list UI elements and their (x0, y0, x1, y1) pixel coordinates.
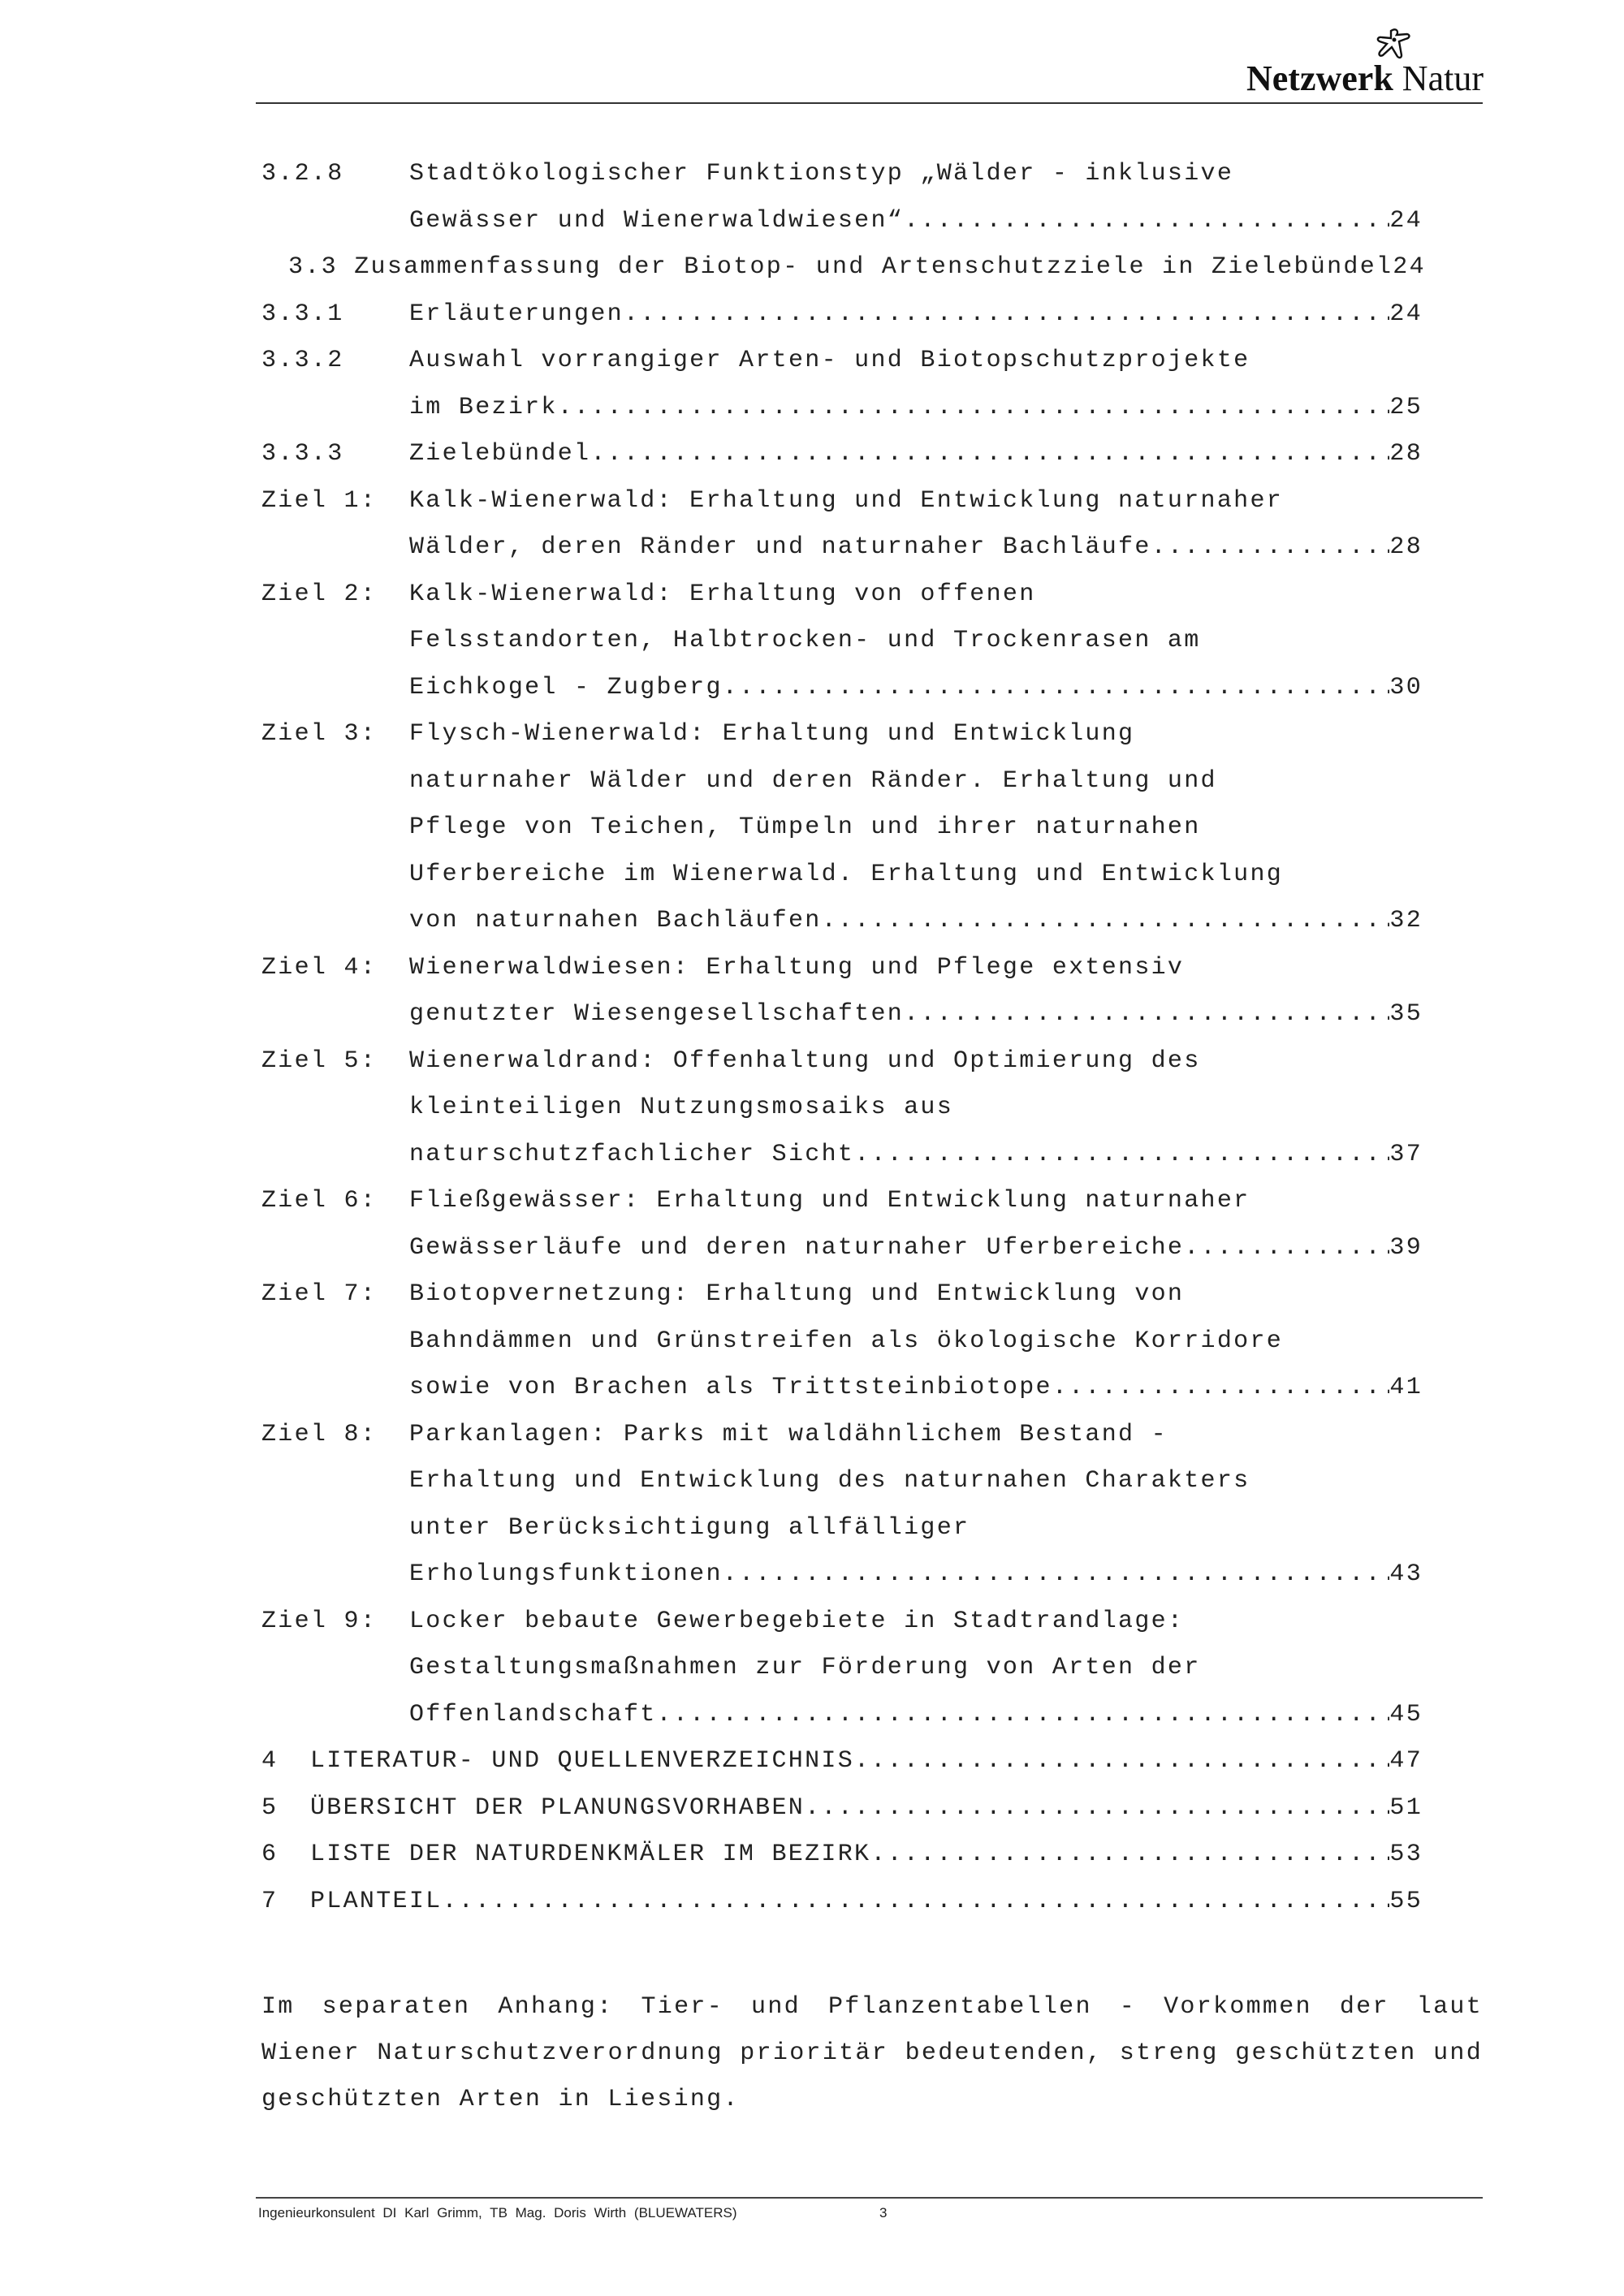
toc-entry-text: kleinteiligen Nutzungsmosaiks aus (409, 1094, 953, 1121)
toc-entry-number (261, 618, 409, 665)
footer-text: Ingenieurkonsulent DI Karl Grimm, TB Mag. Doris Wirth (BLUEWATERS) (258, 2205, 737, 2220)
toc-entry[interactable] (261, 1318, 1423, 1366)
toc-entry-page: 55 (1389, 1887, 1423, 1915)
toc-entry-number: 3.3.2 (261, 347, 344, 374)
toc-entry-number (261, 1225, 409, 1272)
toc-entry-page: 43 (1389, 1560, 1423, 1588)
toc-entry-number (261, 1085, 409, 1132)
toc-entry-line (409, 805, 1423, 852)
logo-bold: Netzwerk (1246, 58, 1393, 98)
toc-entry-number: 5 (261, 1793, 279, 1822)
toc-entry-number: 3.3.3 (261, 440, 344, 468)
toc-entry-number: Ziel 4: (261, 953, 378, 982)
toc-entry-line (409, 1458, 1423, 1505)
toc-entry-text: PLANTEIL (310, 1887, 443, 1915)
dot-leader (723, 1552, 1390, 1599)
toc-entry-number (261, 1692, 409, 1739)
dot-leader (1052, 1365, 1390, 1412)
toc-entry-text: im Bezirk (409, 393, 558, 421)
toc-entry-text: Parkanlagen: Parks mit waldähnlichem Bestand - (409, 1420, 1168, 1448)
toc-entry[interactable] (261, 1225, 1423, 1272)
dot-leader (590, 431, 1389, 478)
toc-entry-line (409, 385, 1423, 432)
toc-entry[interactable] (261, 572, 1423, 619)
toc-entry-number: Ziel 9: (261, 1607, 378, 1635)
toc-entry-text: Gestaltungsmaßnahmen zur Förderung von Arten der (409, 1654, 1201, 1681)
toc-entry-line (409, 1132, 1423, 1179)
toc-entry-page: 53 (1389, 1841, 1423, 1868)
toc-entry[interactable] (261, 1271, 1423, 1318)
toc-entry-text: Kalk-Wienerwald: Erhaltung von offenen (409, 580, 1036, 608)
toc-entry-line (409, 338, 1423, 385)
toc-entry-page: 41 (1389, 1374, 1423, 1401)
toc-entry-text: Erhaltung und Entwicklung des naturnahen Charakters (409, 1467, 1250, 1495)
toc-entry-number (261, 385, 409, 432)
toc-entry-line (409, 1505, 1423, 1552)
toc-entry-line (310, 1879, 1423, 1926)
toc-entry-number (261, 898, 409, 945)
toc-entry[interactable] (261, 1645, 1423, 1692)
toc-entry-line (409, 524, 1423, 572)
toc-entry-line (409, 1225, 1423, 1272)
toc-entry-line (409, 852, 1423, 899)
toc-entry-text: Pflege von Teichen, Tümpeln und ihrer naturnahen (409, 814, 1201, 841)
toc-entry-page: 51 (1389, 1793, 1423, 1822)
toc-entry[interactable] (261, 1458, 1423, 1505)
dot-leader (904, 991, 1389, 1038)
toc-entry-number (261, 1645, 409, 1692)
toc-entry-number (261, 1552, 409, 1599)
toc-entry[interactable] (261, 1132, 1423, 1179)
toc-entry-line (409, 1599, 1423, 1646)
toc-entry-number: Ziel 8: (261, 1420, 378, 1448)
toc-entry-text: Flysch-Wienerwald: Erhaltung und Entwicklung (409, 720, 1135, 748)
toc-entry[interactable] (261, 711, 1423, 758)
toc-entry[interactable] (261, 991, 1423, 1038)
toc-entry-text: Gewässer und Wienerwaldwiesen“ (409, 206, 905, 235)
toc-entry-number: Ziel 7: (261, 1280, 378, 1308)
toc-entry-line (409, 431, 1423, 478)
toc-entry-text: Offenlandschaft (409, 1700, 657, 1728)
toc-entry-text: 3.3 Zusammenfassung der Biotop- und Artenschutzziele in Zielebündel24 (288, 253, 1426, 281)
toc-entry[interactable] (261, 1599, 1423, 1646)
toc-entry-text: Uferbereiche im Wienerwald. Erhaltung und Entwicklung (409, 860, 1284, 888)
toc-entry[interactable] (261, 151, 1423, 198)
toc-entry-number: 6 (261, 1841, 279, 1868)
toc-entry[interactable] (261, 431, 1423, 478)
toc-entry[interactable] (261, 665, 1423, 712)
toc-entry-number: 3.2.8 (261, 160, 344, 188)
toc-entry-number (261, 1132, 409, 1179)
toc-entry-text: Erläuterungen (409, 300, 624, 328)
toc-entry[interactable] (261, 618, 1423, 665)
toc-entry-number (261, 852, 409, 899)
toc-entry-line (310, 1832, 1423, 1879)
toc-entry-number: 3.3.1 (261, 300, 344, 328)
toc-entry-line (409, 198, 1423, 245)
toc-entry-page: 37 (1389, 1140, 1423, 1168)
toc-entry-page: 35 (1389, 1000, 1423, 1028)
toc-entry-text: Bahndämmen und Grünstreifen als ökologische Korridore (409, 1327, 1284, 1355)
dot-leader (838, 898, 1390, 945)
toc-entry-line (409, 572, 1423, 619)
toc-entry-text: Eichkogel - Zugberg (409, 673, 723, 701)
dot-leader (657, 1692, 1390, 1739)
toc-entry-text: Erholungsfunktionen (409, 1560, 723, 1588)
appendix-note: Im separaten Anhang: Tier- und Pflanzentabellen - Vorkommen der laut Wiener Naturschutzverordnung prioritär bedeutenden, streng geschützten und geschützten Arten in Liesing. (261, 1993, 1483, 2113)
toc-entry-page: 30 (1389, 673, 1423, 701)
toc-entry-line (409, 1318, 1423, 1366)
toc-entry[interactable] (261, 524, 1423, 572)
toc-entry-number (261, 1318, 409, 1366)
toc-entry-number (261, 198, 409, 245)
toc-entry-line (409, 711, 1423, 758)
toc-entry-text: Wälder, deren Ränder und naturnaher Bachläufe (409, 533, 1151, 561)
toc-entry-text: Zielebündel (409, 440, 591, 468)
toc-entry-text: Felsstandorten, Halbtrocken- und Trockenrasen am (409, 627, 1201, 654)
toc-entry-text: Wienerwaldrand: Offenhaltung und Optimierung des (409, 1047, 1201, 1075)
toc-entry-text: Wienerwaldwiesen: Erhaltung und Pflege extensiv (409, 953, 1185, 982)
toc-entry-text: von naturnahen Bachläufen. (409, 907, 838, 934)
toc-entry-line (409, 1412, 1423, 1459)
toc-entry[interactable] (261, 1085, 1423, 1132)
toc-entry-text: Kalk-Wienerwald: Erhaltung und Entwicklung naturnaher (409, 486, 1284, 515)
toc-entry-text: Stadtökologischer Funktionstyp „Wälder - inklusive (409, 160, 1234, 188)
toc-entry-line (409, 291, 1423, 339)
toc-entry-page: 45 (1389, 1700, 1423, 1728)
toc-entry-page: 28 (1389, 440, 1423, 468)
dot-leader (558, 385, 1390, 432)
page-number: 3 (879, 2205, 888, 2220)
toc-entry[interactable] (261, 1879, 1423, 1926)
toc-entry-text: naturnaher Wälder und deren Ränder. Erhaltung und (409, 766, 1217, 795)
toc-entry-text: Gewässerläufe und deren naturnaher Uferbereiche (409, 1233, 1185, 1262)
dot-leader (904, 198, 1389, 245)
toc-entry-text: sowie von Brachen als Trittsteinbiotope (409, 1374, 1052, 1401)
toc-entry-text: Locker bebaute Gewerbegebiete in Stadtrandlage: (409, 1607, 1185, 1635)
toc-entry-line (409, 1085, 1423, 1132)
toc-entry-line (409, 1692, 1423, 1739)
toc-entry-number (261, 1458, 409, 1505)
toc-entry-text: genutzter Wiesengesellschaften (409, 1000, 905, 1028)
toc-entry-line (409, 1271, 1423, 1318)
toc-entry-page: 47 (1389, 1747, 1423, 1775)
toc-entry-text: unter Berücksichtigung allfälliger (409, 1513, 970, 1542)
toc-entry-line (409, 945, 1423, 992)
toc-entry-line (310, 1738, 1423, 1785)
toc-entry-text: LITERATUR- UND QUELLENVERZEICHNIS (310, 1747, 854, 1775)
toc-entry[interactable] (261, 758, 1423, 805)
toc-entry[interactable] (261, 1365, 1423, 1412)
toc-entry-line (409, 1552, 1423, 1599)
toc-entry-number (261, 991, 409, 1038)
toc-entry[interactable] (261, 1178, 1423, 1225)
toc-entry-number: Ziel 2: (261, 580, 378, 608)
dot-leader (442, 1879, 1389, 1926)
dot-leader (805, 1785, 1389, 1832)
toc-entry-page: 39 (1389, 1233, 1423, 1262)
dot-leader (854, 1738, 1389, 1785)
toc-entry[interactable] (261, 1412, 1423, 1459)
toc-entry[interactable] (261, 198, 1423, 245)
toc-entry-line (409, 665, 1423, 712)
toc-entry-number: 7 (261, 1887, 279, 1915)
toc-entry-number: Ziel 1: (261, 486, 378, 515)
toc-entry[interactable] (261, 1505, 1423, 1552)
toc-entry-page: 32 (1389, 907, 1423, 934)
toc-entry-page: 28 (1389, 533, 1423, 561)
toc-entry[interactable] (261, 385, 1423, 432)
toc-entry-number: Ziel 6: (261, 1187, 378, 1215)
toc-entry-number (261, 1365, 409, 1412)
toc-entry-text: Auswahl vorrangiger Arten- und Biotopschutzprojekte (409, 347, 1250, 374)
toc-entry-number: Ziel 5: (261, 1047, 378, 1075)
toc-entry-page: 24 (1389, 300, 1423, 328)
dot-leader (624, 291, 1389, 339)
toc-entry-number (261, 805, 409, 852)
toc-entry-text: naturschutzfachlicher Sicht (409, 1140, 855, 1168)
toc-entry-line (310, 1785, 1423, 1832)
toc-entry[interactable] (261, 1832, 1423, 1879)
toc-entry-text: ÜBERSICHT DER PLANUNGSVORHABEN (310, 1793, 806, 1822)
toc-entry-number (261, 665, 409, 712)
toc-entry-number (261, 1505, 409, 1552)
toc-entry-line (409, 618, 1423, 665)
toc-entry-line (409, 1038, 1423, 1085)
toc-entry-text: Fließgewässer: Erhaltung und Entwicklung naturnaher (409, 1187, 1250, 1215)
toc-entry[interactable] (261, 1738, 1423, 1785)
toc-entry[interactable] (261, 291, 1423, 339)
toc-entry-number (261, 524, 409, 572)
header-rule (256, 102, 1483, 104)
dot-leader (854, 1132, 1389, 1179)
toc-entry[interactable] (261, 898, 1423, 945)
dot-leader (1151, 524, 1390, 572)
table-of-contents (261, 151, 1426, 1925)
toc-entry-number (261, 758, 409, 805)
toc-entry-number: 4 (261, 1747, 279, 1775)
toc-entry[interactable] (261, 244, 1426, 291)
toc-entry[interactable] (261, 338, 1423, 385)
toc-entry[interactable] (261, 805, 1423, 852)
star-figure-icon (1375, 28, 1414, 62)
toc-entry-line (409, 991, 1423, 1038)
toc-entry-line (409, 151, 1423, 198)
toc-entry-number: Ziel 3: (261, 720, 378, 748)
footer (258, 2205, 888, 2221)
logo (1246, 29, 1490, 99)
toc-entry-text: LISTE DER NATURDENKMÄLER IM BEZIRK (310, 1841, 871, 1868)
toc-entry-line (409, 478, 1423, 525)
toc-entry[interactable] (261, 1552, 1423, 1599)
toc-entry-line (409, 1365, 1423, 1412)
toc-entry[interactable] (261, 852, 1423, 899)
toc-entry[interactable] (261, 1785, 1423, 1832)
footer-rule (256, 2197, 1483, 2199)
toc-entry-line (409, 1645, 1423, 1692)
toc-entry[interactable] (261, 1038, 1423, 1085)
toc-entry-page: 25 (1389, 393, 1423, 421)
toc-entry-line (409, 1178, 1423, 1225)
toc-entry-line (409, 898, 1423, 945)
dot-leader (1184, 1225, 1389, 1272)
dot-leader (723, 665, 1390, 712)
toc-entry[interactable] (261, 1692, 1423, 1739)
toc-entry-line (409, 758, 1423, 805)
toc-entry[interactable] (261, 945, 1423, 992)
toc-entry-page: 24 (1389, 206, 1423, 235)
toc-entry[interactable] (261, 478, 1423, 525)
dot-leader (870, 1832, 1389, 1879)
logo-regular: Natur (1402, 58, 1484, 98)
toc-entry-text: Biotopvernetzung: Erhaltung und Entwicklung von (409, 1280, 1185, 1308)
